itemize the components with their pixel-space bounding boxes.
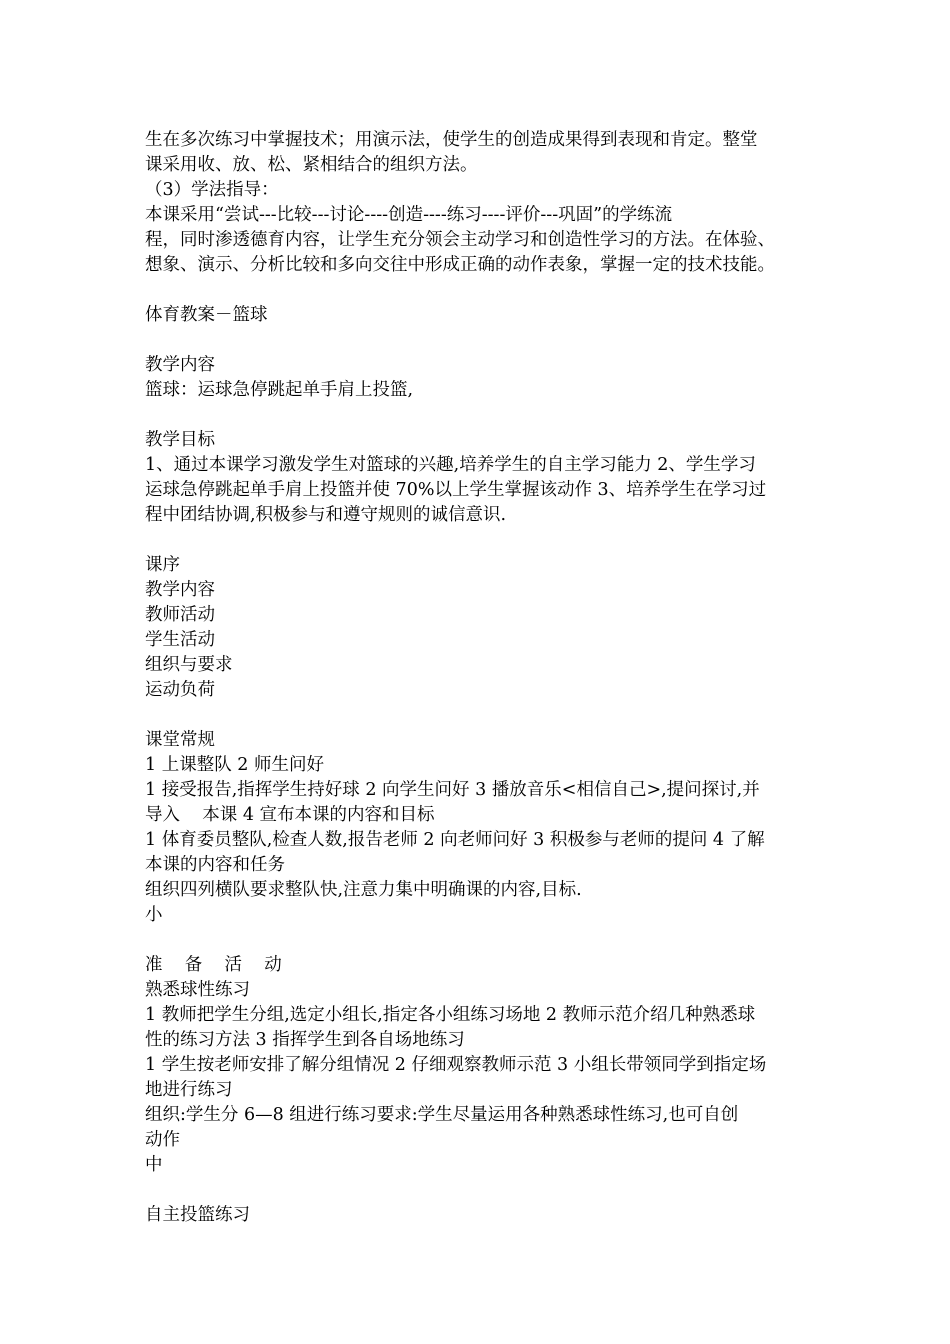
blank-line — [145, 278, 825, 303]
section-heading: 教学目标 — [145, 430, 215, 450]
blank-line — [145, 928, 825, 953]
blank-line — [145, 703, 825, 728]
text-line: 篮球：运球急停跳起单手肩上投篮, — [145, 380, 414, 400]
text-line: 本课采用“尝试---比较---讨论----创造----练习----评价---巩固”的学练流 — [145, 205, 673, 225]
section-heading: 准 备 活 动 — [145, 955, 282, 975]
text-line: 程中团结协调,积极参与和遵守规则的诚信意识. — [145, 505, 507, 525]
text-line: 本课的内容和任务 — [145, 855, 285, 875]
text-line: 熟悉球性练习 — [145, 980, 250, 1000]
text-line: 教学内容 — [145, 580, 215, 600]
blank-line — [145, 328, 825, 353]
section-heading: （3）学法指导： — [145, 180, 279, 200]
text-line: 学生活动 — [145, 630, 215, 650]
text-line: 课采用收、放、松、紧相结合的组织方法。 — [145, 155, 478, 175]
text-line: 导入 本课 4 宣布本课的内容和目标 — [145, 805, 435, 825]
text-line: 1 接受报告,指挥学生持好球 2 向学生问好 3 播放音乐<相信自己>,提问探讨,并 — [145, 780, 760, 800]
text-line: 教师活动 — [145, 605, 215, 625]
text-line: 1 学生按老师安排了解分组情况 2 仔细观察教师示范 3 小组长带领同学到指定场 — [145, 1055, 767, 1075]
section-heading: 课堂常规 — [145, 730, 215, 750]
text-line: 小 — [145, 905, 163, 925]
text-line: 1、通过本课学习激发学生对篮球的兴趣,培养学生的自主学习能力 2、学生学习 — [145, 455, 756, 475]
section-heading: 课序 — [145, 555, 180, 575]
text-line: 1 体育委员整队,检查人数,报告老师 2 向老师问好 3 积极参与老师的提问 4 了解 — [145, 830, 765, 850]
section-heading: 自主投篮练习 — [145, 1205, 250, 1225]
text-line: 想象、演示、分析比较和多向交往中形成正确的动作表象，掌握一定的技术技能。 — [145, 255, 775, 275]
blank-line — [145, 403, 825, 428]
document-body — [145, 128, 825, 1228]
text-line: 运动负荷 — [145, 680, 215, 700]
text-line: 地进行练习 — [145, 1080, 233, 1100]
text-line: 1 上课整队 2 师生问好 — [145, 755, 324, 775]
text-line: 组织:学生分 6—8 组进行练习要求:学生尽量运用各种熟悉球性练习,也可自创 — [145, 1105, 739, 1125]
blank-line — [145, 528, 825, 553]
text-line: 生在多次练习中掌握技术；用演示法，使学生的创造成果得到表现和肯定。整堂 — [145, 130, 758, 150]
blank-line — [145, 1178, 825, 1203]
text-line: 动作 — [145, 1130, 180, 1150]
section-heading: 教学内容 — [145, 355, 215, 375]
document-title: 体育教案－篮球 — [145, 305, 268, 325]
text-line: 组织四列横队要求整队快,注意力集中明确课的内容,目标. — [145, 880, 582, 900]
text-line: 运球急停跳起单手肩上投篮并使 70%以上学生掌握该动作 3、培养学生在学习过 — [145, 480, 767, 500]
text-line: 组织与要求 — [145, 655, 233, 675]
text-line: 1 教师把学生分组,选定小组长,指定各小组练习场地 2 教师示范介绍几种熟悉球 — [145, 1005, 756, 1025]
text-line: 性的练习方法 3 指挥学生到各自场地练习 — [145, 1030, 465, 1050]
text-line: 中 — [145, 1155, 163, 1175]
text-line: 程，同时渗透德育内容，让学生充分领会主动学习和创造性学习的方法。在体验、 — [145, 230, 775, 250]
